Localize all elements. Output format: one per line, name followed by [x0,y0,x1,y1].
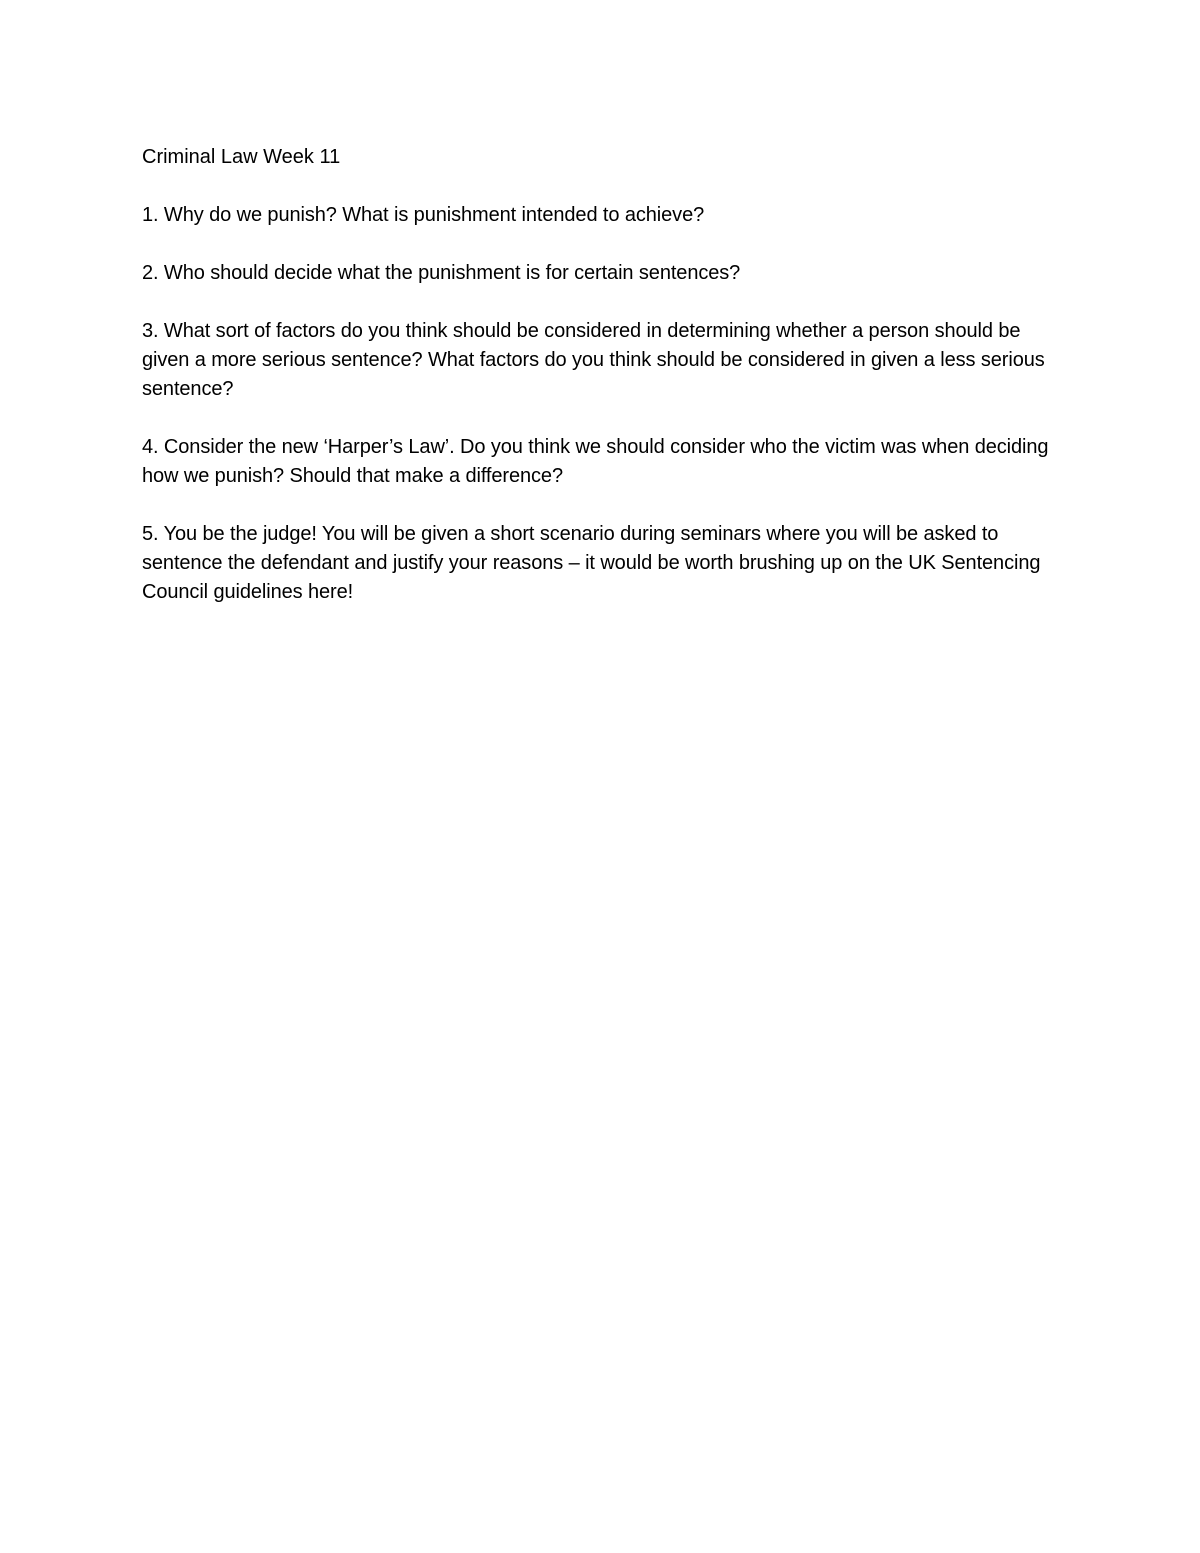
question-1: 1. Why do we punish? What is punishment intended to achieve? [142,204,705,226]
question-3: 3. What sort of factors do you think should be considered in determining whether a person should be given a more serious sentence? What factors do you think should be considered in given a less serious sentence? [142,320,1045,400]
question-5: 5. You be the judge! You will be given a short scenario during seminars where you will be asked to sentence the defendant and justify your reasons – it would be worth brushing up on the UK Sentencing Council guidelines here! [142,523,1041,603]
document-content [142,143,1062,636]
question-4: 4. Consider the new ‘Harper’s Law’. Do you think we should consider who the victim was when deciding how we punish? Should that make a difference? [142,436,1049,487]
question-2: 2. Who should decide what the punishment is for certain sentences? [142,262,741,284]
document-title: Criminal Law Week 11 [142,146,341,168]
